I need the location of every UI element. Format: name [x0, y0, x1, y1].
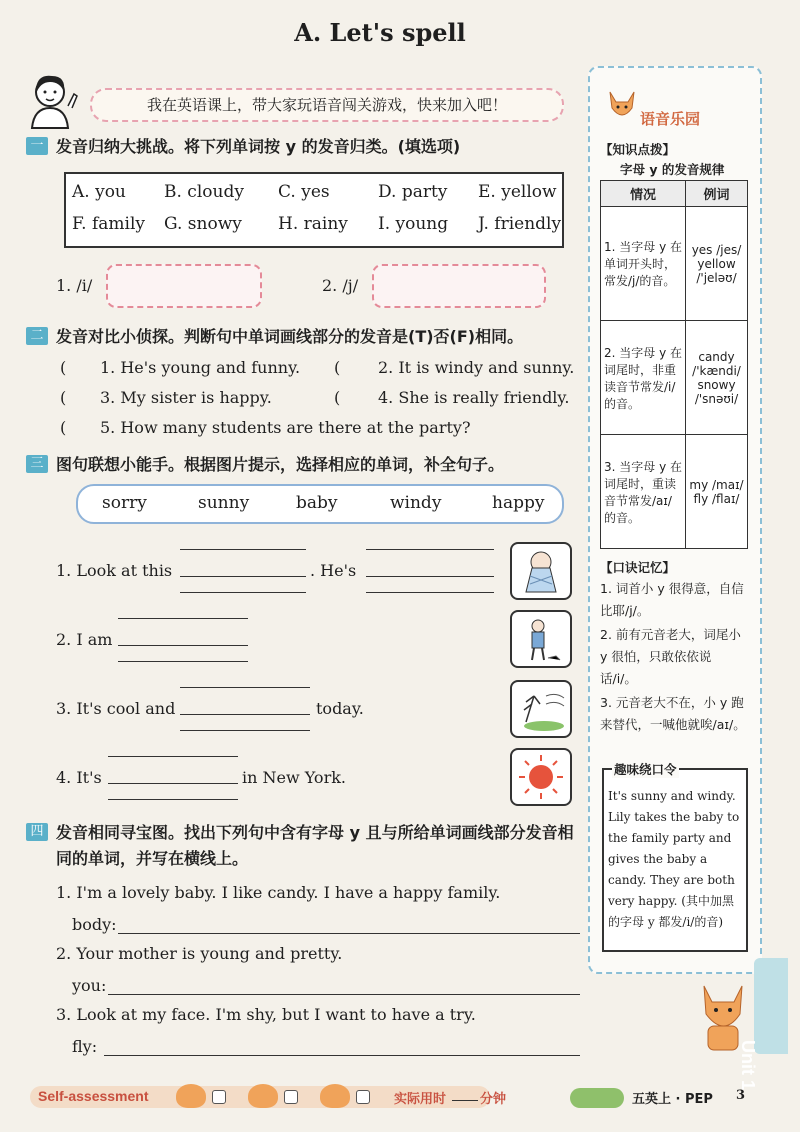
sunny-picture — [510, 748, 572, 806]
blank-line[interactable] — [180, 549, 306, 550]
word-option: B. cloudy — [164, 182, 244, 202]
assessment-checkbox[interactable] — [212, 1090, 226, 1104]
answer-box-j[interactable] — [372, 264, 546, 308]
rule-examples: my /maɪ/ fly /flaɪ/ — [686, 435, 748, 549]
footer-bar — [0, 1080, 800, 1114]
word-option: G. snowy — [164, 214, 242, 234]
fox-icon — [606, 88, 638, 124]
blank-line[interactable] — [180, 687, 310, 688]
time-label: 实际用时 — [394, 1092, 447, 1107]
answer-label-j: 2. /j/ — [322, 276, 359, 295]
blank-line[interactable] — [366, 549, 494, 550]
section2-title: 发音对比小侦探。判断句中单词画线部分的发音是(T)否(F)相同。 — [56, 327, 524, 346]
sentence-3b: today. — [316, 699, 364, 718]
s4-label-you: you: — [72, 976, 107, 995]
assessment-checkbox[interactable] — [356, 1090, 370, 1104]
word-option: A. you — [72, 182, 126, 202]
blank-line[interactable] — [108, 756, 238, 757]
answer-line[interactable] — [118, 933, 580, 934]
rule-heading: 字母 y 的发音规律 — [620, 162, 725, 177]
memo-heading: 【口诀记忆】 — [600, 560, 676, 575]
blank-line[interactable] — [180, 714, 310, 715]
memo-tip: 1. 词首小 y 很得意，自信比耶/j/。 — [600, 581, 744, 618]
tf-item: 4. She is really friendly. — [378, 388, 570, 407]
blank-line[interactable] — [118, 661, 248, 662]
sentence-1a: 1. Look at this — [56, 561, 173, 580]
rule-examples: candy /'kændi/ snowy /'snəʊi/ — [686, 321, 748, 435]
baby-picture — [510, 542, 572, 600]
time-blank[interactable] — [452, 1100, 478, 1101]
section1-word-box — [64, 172, 564, 248]
section1-title: 发音归纳大挑战。将下列单词按 y 的发音归类。(填选项) — [56, 137, 461, 156]
sentence-4b: in New York. — [242, 768, 346, 787]
answer-line[interactable] — [108, 994, 580, 995]
answer-box-i[interactable] — [106, 264, 262, 308]
blank-line[interactable] — [118, 618, 248, 619]
blank-line[interactable] — [108, 783, 238, 784]
paren: ( — [60, 358, 67, 377]
blank-line[interactable] — [108, 799, 238, 800]
fox-face-icon — [248, 1084, 278, 1108]
paren: ( — [334, 388, 341, 407]
paren: ( — [60, 388, 67, 407]
paren: ( — [60, 418, 67, 437]
s4-sentence: 1. I'm a lovely baby. I like candy. I have a happy family. — [56, 883, 501, 902]
s4-sentence: 3. Look at my face. I'm shy, but I want to have a try. — [56, 1005, 476, 1024]
rule-situation: 3. 当字母 y 在词尾时，重读音节常发/aɪ/的音。 — [601, 435, 686, 549]
minute-label: 分钟 — [480, 1092, 507, 1107]
section3-number: 三 — [26, 455, 48, 473]
word-bank-item: happy — [492, 493, 545, 513]
book-label: 五英上 · PEP — [632, 1092, 713, 1107]
word-bank-item: sunny — [198, 493, 250, 513]
page-number: 3 — [736, 1088, 746, 1103]
word-option: D. party — [378, 182, 448, 202]
table-header: 情况 — [601, 181, 686, 207]
rhyme-text: It's sunny and windy. Lily takes the baby to the family party and gives the baby a candy. They are both very happy. (其中加黑的字母 y 都发/i/的音) — [608, 789, 740, 929]
blank-line[interactable] — [366, 576, 494, 577]
blank-line[interactable] — [118, 645, 248, 646]
section4-title: 发音相同寻宝图。找出下列句中含有字母 y 且与所给单词画线部分发音相同的单词，并写在横线上。 — [56, 823, 574, 868]
word-bank — [76, 484, 564, 524]
assessment-checkbox[interactable] — [284, 1090, 298, 1104]
sorry-boy-picture — [510, 610, 572, 668]
answer-label-i: 1. /i/ — [56, 276, 93, 295]
word-option: F. family — [72, 214, 145, 234]
sentence-4a: 4. It's — [56, 768, 102, 787]
rule-situation: 1. 当字母 y 在单词开头时，常发/j/的音。 — [601, 207, 686, 321]
word-bank-item: windy — [390, 493, 442, 513]
fox-mascot-icon — [690, 980, 756, 1054]
word-option: E. yellow — [478, 182, 557, 202]
word-bank-item: sorry — [102, 493, 147, 513]
s4-label-fly: fly: — [72, 1037, 98, 1056]
fox-face-icon — [320, 1084, 350, 1108]
word-option: I. young — [378, 214, 449, 234]
rhyme-heading: 趣味绕口令 — [614, 762, 677, 777]
answer-line[interactable] — [104, 1055, 580, 1056]
sidebar-title: 语音乐园 — [640, 110, 701, 128]
intro-speech: 我在英语课上，带大家玩语音闯关游戏，快来加入吧！ — [90, 88, 564, 122]
memo-tip: 3. 元音老大不在，小 y 跑来替代，一喊他就唉/aɪ/。 — [600, 695, 746, 732]
section2-number: 二 — [26, 327, 48, 345]
blank-line[interactable] — [180, 592, 306, 593]
s4-sentence: 2. Your mother is young and pretty. — [56, 944, 343, 963]
teacher-avatar — [24, 70, 80, 130]
blank-line[interactable] — [366, 592, 494, 593]
paren: ( — [334, 358, 341, 377]
section3-title: 图句联想小能手。根据图片提示，选择相应的单词，补全句子。 — [56, 455, 505, 474]
fox-face-icon — [176, 1084, 206, 1108]
section1-number: 一 — [26, 137, 48, 155]
knowledge-heading: 【知识点拨】 — [600, 142, 676, 157]
table-header: 例词 — [686, 181, 748, 207]
sentence-3a: 3. It's cool and — [56, 699, 176, 718]
page-title: A. Let's spell — [294, 18, 466, 47]
word-bank-item: baby — [296, 493, 338, 513]
tf-item: 2. It is windy and sunny. — [378, 358, 575, 377]
word-option: H. rainy — [278, 214, 348, 234]
section4-number: 四 — [26, 823, 48, 841]
blank-line[interactable] — [180, 730, 310, 731]
tf-item: 3. My sister is happy. — [100, 388, 272, 407]
unit-tab — [754, 958, 788, 1054]
word-option: C. yes — [278, 182, 330, 202]
rule-examples: yes /jes/ yellow /'jeləʊ/ — [686, 207, 748, 321]
s4-label-body: body: — [72, 915, 117, 934]
tf-item: 5. How many students are there at the party? — [100, 418, 471, 437]
sentence-1b: . He's — [310, 561, 357, 580]
tf-item: 1. He's young and funny. — [100, 358, 301, 377]
rule-situation: 2. 当字母 y 在词尾时，非重读音节常发/i/的音。 — [601, 321, 686, 435]
windy-picture — [510, 680, 572, 738]
self-assessment-label: Self-assessment — [38, 1088, 149, 1104]
word-option: J. friendly — [478, 214, 562, 234]
y-rule-table — [600, 180, 748, 549]
sentence-2: 2. I am — [56, 630, 113, 649]
blank-line[interactable] — [180, 576, 306, 577]
memo-tip: 2. 前有元音老大，词尾小 y 很怕，只敢依依说话/i/。 — [600, 627, 741, 686]
unit-label: Unit 1 — [738, 1040, 758, 1091]
